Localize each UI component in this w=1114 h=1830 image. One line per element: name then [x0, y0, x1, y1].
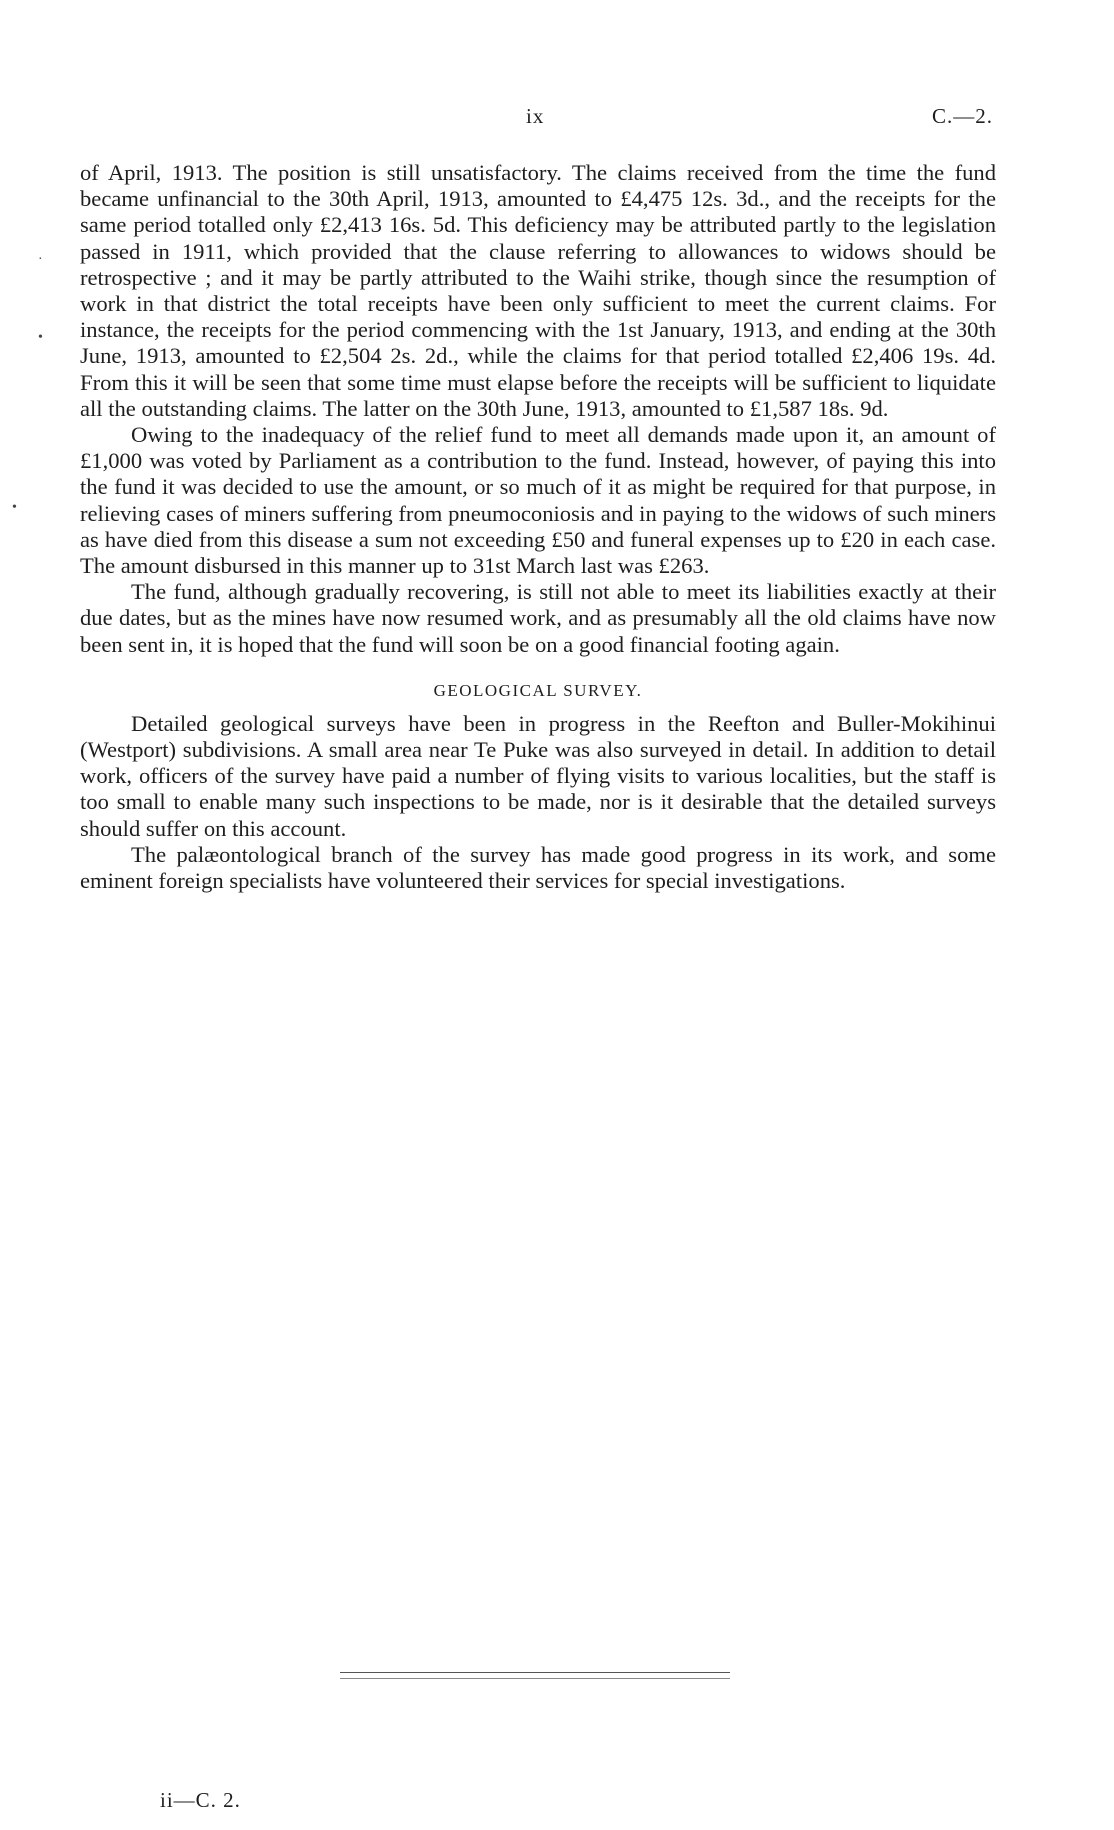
margin-speck: • [38, 330, 43, 345]
paragraph-fund-recovery: The fund, although gradually recovering, is still not able to meet its liabilities exactly at their due dates, but as the mines have now resumed work, and as presumably all the old claims have now been sent in, it is hoped that the fund will soon be on a good financial footing again. [80, 579, 996, 657]
document-reference: C.—2. [932, 104, 994, 128]
margin-speck: • [12, 500, 17, 515]
body-text [80, 160, 996, 894]
section-heading-geological-survey: GEOLOGICAL SURVEY. [433, 680, 643, 700]
footer-signature: ii—C. 2. [160, 1788, 241, 1812]
paragraph-relief-fund-claims: of April, 1913. The position is still unsatisfactory. The claims received from the time the fund became unfinancial to the 30th April, 1913, amounted to £4,475 12s. 3d., and the receipts for the same period totalled only £2,413 16s. 5d. This deficiency may be attributed partly to the legislation passed in 1911, which provided that the clause referring to allowances to widows should be retrospective ; and it may be partly attributed to the Waihi strike, though since the resumption of work in that district the total receipts have been only sufficient to meet the current claims. For instance, the receipts for the period commencing with the 1st January, 1913, and ending at the 30th June, 1913, amounted to £2,504 2s. 2d., while the claims for that period totalled £2,406 19s. 4d. From this it will be seen that some time must elapse before the receipts will be sufficient to liquidate all the outstanding claims. The latter on the 30th June, 1913, amounted to £1,587 18s. 9d. [80, 160, 996, 421]
closing-rule [340, 1672, 730, 1679]
paragraph-palaeontological-branch: The palæontological branch of the survey has made good progress in its work, and some eminent foreign specialists have volunteered their services for special investigations. [80, 841, 996, 894]
margin-speck: · [38, 252, 43, 267]
paragraph-parliament-vote: Owing to the inadequacy of the relief fund to meet all demands made upon it, an amount of £1,000 was voted by Parliament as a contribution to the fund. Instead, however, of paying this into the fund it was decided to use the amount, or so much of it as might be required for that purpose, in relieving cases of miners suffering from pneumoconiosis and in paying to the widows of such miners as have died from this disease a sum not exceeding £50 and funeral expenses up to £20 in each case. The amount disbursed in this manner up to 31st March last was £263. [80, 422, 996, 579]
page-number: ix [526, 104, 545, 128]
paragraph-detailed-surveys: Detailed geological surveys have been in progress in the Reefton and Buller-Mokihinui (Westport) subdivisions. A small area near Te Puke was also surveyed in detail. In addition to detail work, officers of the survey have paid a number of flying visits to various localities, but the staff is too small to enable many such inspections to be made, nor is it desirable that the detailed surveys should suffer on this account. [80, 710, 996, 841]
